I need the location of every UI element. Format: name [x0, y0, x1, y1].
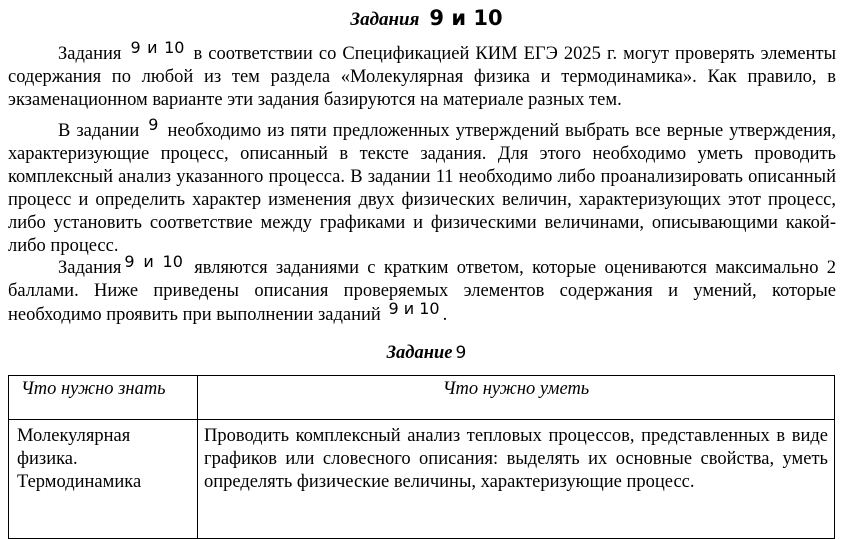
header-can: Что нужно уметь — [198, 376, 835, 420]
title-word: Задания — [350, 9, 420, 30]
cell-know-line: физика. — [17, 449, 78, 469]
table-row — [9, 420, 835, 539]
paragraph-3-tail-insert: 9 и 10 — [388, 299, 440, 318]
paragraph-1-insert: 9 и 10 — [130, 38, 185, 57]
subtitle-number: 9 — [455, 343, 467, 363]
paragraph-2-lead: В задании — [58, 121, 140, 141]
requirements-table — [8, 375, 835, 539]
task-subtitle — [0, 343, 853, 364]
title-numbers: 9 и 10 — [429, 6, 503, 30]
paragraph-3-tail: . — [442, 305, 448, 325]
paragraph-1-text: в соответствии со Спецификацией КИМ ЕГЭ 2025 г. могут проверять элементы содержания по любой из тем раздела «Молекулярная физика и термодинамика». Как правило, в экзаменационном варианте эти задания базируются на материале разных тем. — [8, 44, 837, 110]
cell-can: Проводить комплексный анализ тепловых процессов, представленных в виде графиков или словесного описания: выделять их основные свойства, уметь определять физические величины, характеризующие процесс. — [198, 420, 835, 539]
paragraph-2 — [8, 115, 837, 258]
paragraph-1-lead: Задания — [58, 44, 122, 64]
paragraph-3-text: являются заданиями с кратким ответом, которые оцениваются максимально 2 баллами. Ниже приведены описания проверяемых элементов содержания и умений, которые необходимо проявить при выполнении заданий — [8, 258, 837, 325]
table-header-row — [9, 376, 835, 420]
cell-know-line: Молекулярная — [17, 426, 131, 446]
paragraph-1 — [8, 38, 837, 112]
cell-know — [9, 420, 198, 539]
page-title — [0, 6, 853, 31]
paragraph-3 — [8, 252, 837, 327]
paragraph-3-lead: Задания — [58, 258, 122, 278]
paragraph-2-text: необходимо из пяти предложенных утверждений выбрать все верные утверждения, характеризующие процесс, описанный в тексте задания. Для этого необходимо уметь проводить комплексный анализ указанного процесса. В задании 11 необходимо либо проанализировать описанный процесс и определить характер изменения двух физических величин, характеризующих этот процесс, либо установить соответствие между графиками и физическими величинами, описывающими какой-либо процесс. — [8, 121, 837, 256]
paragraph-3-insert: 9 и 10 — [124, 252, 183, 271]
cell-know-line: Термодинамика — [17, 472, 142, 492]
subtitle-word: Задание — [386, 343, 453, 363]
header-know: Что нужно знать — [9, 376, 198, 420]
paragraph-2-insert: 9 — [148, 115, 159, 134]
